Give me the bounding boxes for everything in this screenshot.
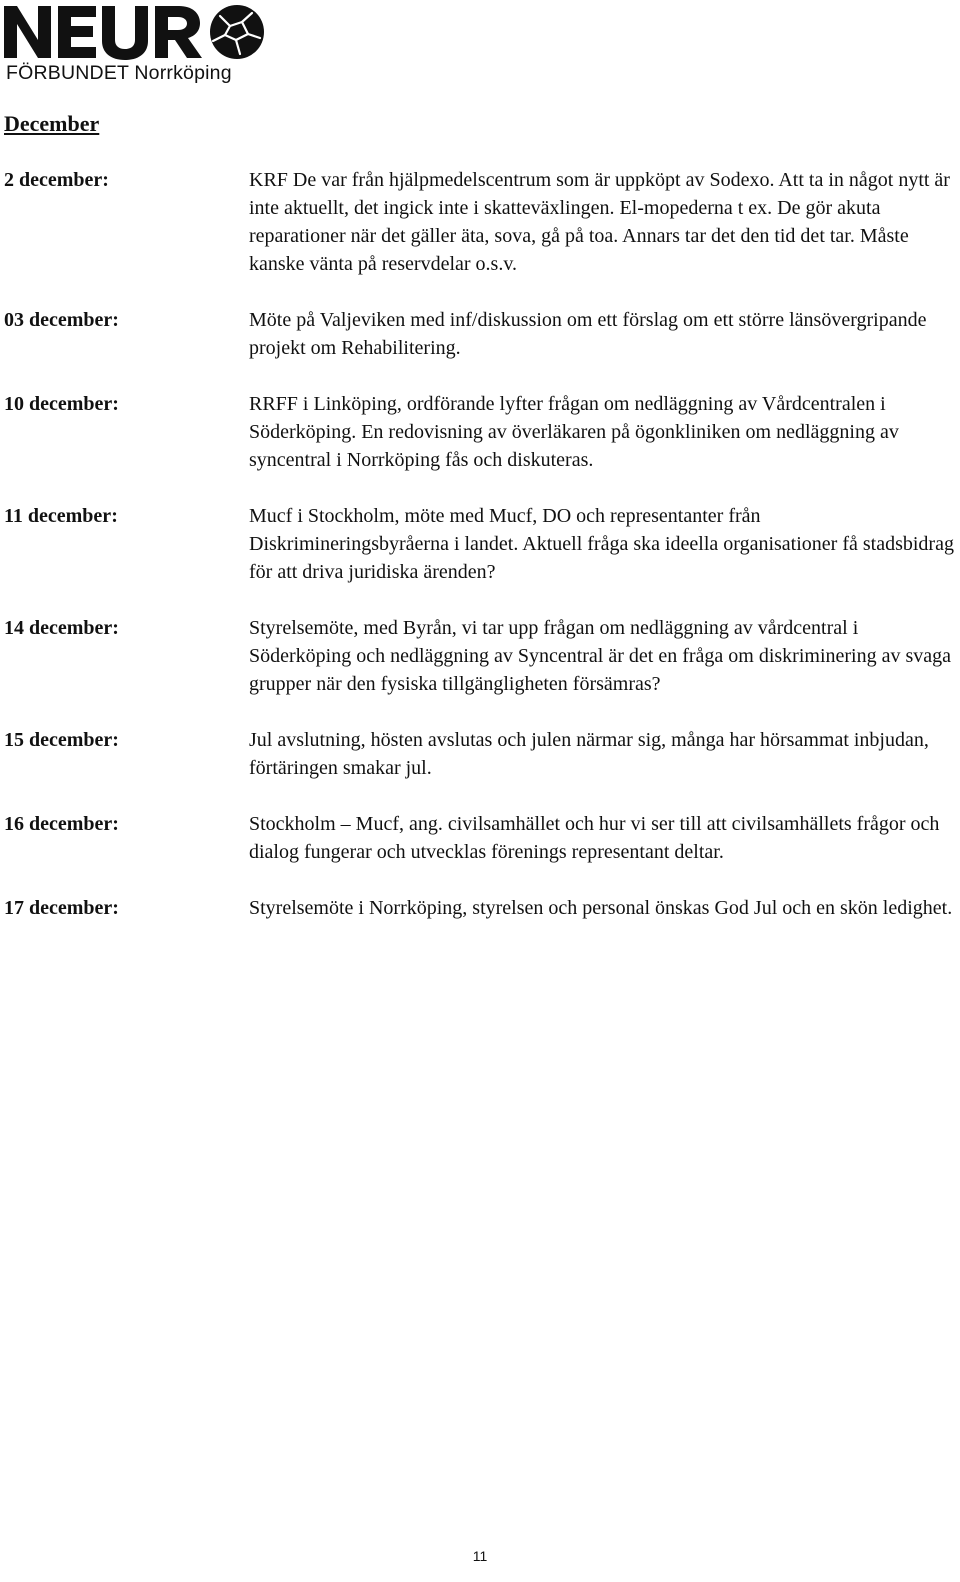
entry-date: 14 december: (4, 617, 119, 639)
entry-row (4, 502, 956, 586)
entry-text: RRFF i Linköping, ordförande lyfter frågan om nedläggning av Vårdcentralen i Söderköping. En redovisning av överläkaren på ögonkliniken om nedläggning av syncentral i Norrköping fås och diskuteras. (249, 393, 899, 471)
organization-logo (4, 4, 266, 84)
entry-text: Styrelsemöte, med Byrån, vi tar upp frågan om nedläggning av vårdcentral i Söderköping och nedläggning av Syncentral är det en fråga om diskriminering av svaga grupper när den fysiska tillgängligheten försämras? (249, 617, 952, 695)
entry-row (4, 166, 956, 278)
entry-date: 15 december: (4, 729, 119, 751)
entry-date: 03 december: (4, 309, 119, 331)
entry-text: Mucf i Stockholm, möte med Mucf, DO och representanter från Diskrimineringsbyråerna i landet. Aktuell fråga ska ideella organisationer få stadsbidrag för att driva juridiska ärenden? (249, 505, 954, 583)
logo-subtitle: FÖRBUNDET Norrköping (6, 62, 232, 84)
entries-list (4, 166, 956, 950)
entry-date: 16 december: (4, 813, 119, 835)
entry-text: Stockholm – Mucf, ang. civilsamhället och hur vi ser till att civilsamhällets frågor och dialog fungerar och utvecklas förenings representant deltar. (249, 813, 940, 863)
entry-text: KRF De var från hjälpmedelscentrum som är uppköpt av Sodexo. Att ta in något nytt är inte aktuellt, det ingick inte i skatteväxlingen. El-mopederna t ex. De gör akuta reparationer när det gäller äta, sova, gå på toa. Annars tar det den tid det tar. Måste kanske vänta på reservdelar o.s.v. (249, 169, 950, 275)
entry-row (4, 390, 956, 474)
entry-date: 10 december: (4, 393, 119, 415)
entry-row (4, 810, 956, 866)
section-heading: December (4, 111, 100, 136)
entry-text: Styrelsemöte i Norrköping, styrelsen och personal önskas God Jul och en skön ledighet. (249, 897, 953, 919)
entry-date: 11 december: (4, 505, 118, 527)
entry-row (4, 306, 956, 362)
entry-date: 2 december: (4, 169, 109, 191)
entry-row (4, 614, 956, 698)
page-number: 11 (472, 1548, 488, 1564)
entry-row (4, 726, 956, 782)
neuro-logo-wordmark (4, 4, 266, 60)
entry-text: Möte på Valjeviken med inf/diskussion om ett förslag om ett större länsövergripande projekt om Rehabilitering. (249, 309, 927, 359)
entry-row (4, 894, 956, 922)
entry-date: 17 december: (4, 897, 119, 919)
entry-text: Jul avslutning, hösten avslutas och julen närmar sig, många har hörsammat inbjudan, förtäringen smakar jul. (249, 729, 929, 779)
